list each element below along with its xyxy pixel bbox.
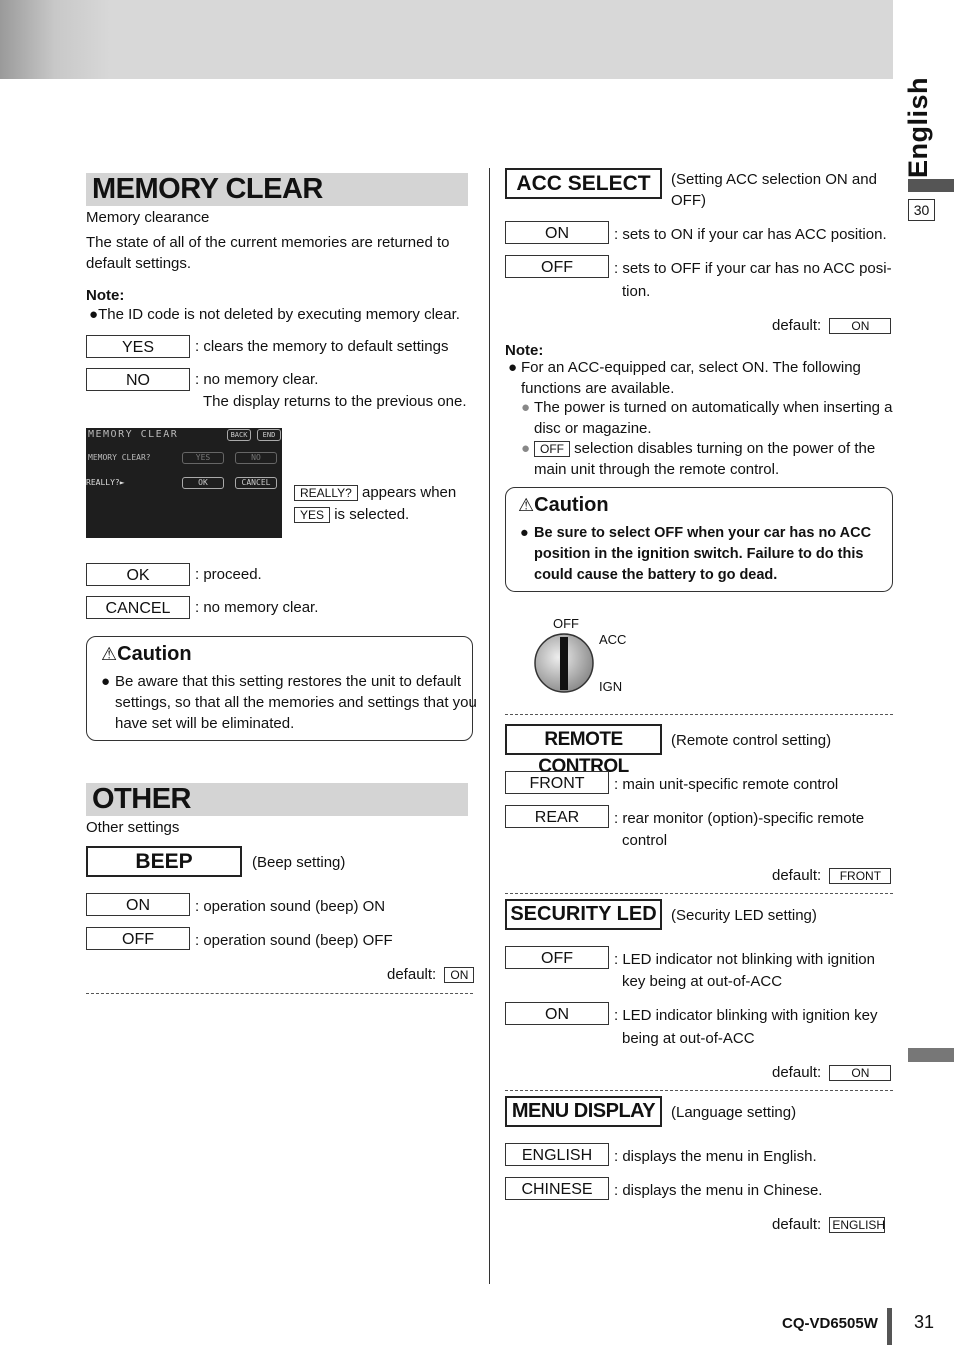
remote-control-label: REMOTE CONTROL bbox=[505, 724, 662, 755]
caution-title: Caution bbox=[534, 494, 609, 516]
memory-clear-screen bbox=[86, 428, 282, 538]
memory-clear-heading: MEMORY CLEAR bbox=[86, 173, 468, 206]
yes-description: : clears the memory to default settings bbox=[195, 338, 449, 355]
reference-page-number: 30 bbox=[908, 199, 935, 221]
yes-tag: YES bbox=[294, 507, 330, 523]
acc-note-subitem-1 bbox=[521, 397, 899, 439]
english-description: : displays the menu in English. bbox=[614, 1148, 817, 1165]
acc-off-description-2: tion. bbox=[622, 283, 651, 300]
language-tab-bar bbox=[908, 179, 954, 192]
menu-display-description: (Language setting) bbox=[671, 1104, 797, 1121]
security-led-description: (Security LED setting) bbox=[671, 907, 817, 924]
screen-question: MEMORY CLEAR? bbox=[88, 453, 151, 462]
off-tag: OFF bbox=[534, 441, 570, 457]
memory-clear-caution-box bbox=[86, 636, 477, 741]
chinese-option: CHINESE bbox=[505, 1177, 609, 1200]
divider bbox=[505, 893, 893, 894]
acc-select-label: ACC SELECT bbox=[505, 168, 662, 199]
screen-really: REALLY?► bbox=[86, 478, 125, 487]
cancel-option: CANCEL bbox=[86, 596, 190, 619]
side-marker bbox=[908, 1048, 954, 1062]
default-label: default: bbox=[772, 317, 822, 334]
ok-description: : proceed. bbox=[195, 566, 262, 583]
acc-note-subitem-2 bbox=[521, 438, 899, 480]
beep-off-option: OFF bbox=[86, 927, 190, 950]
note-label: Note: bbox=[86, 287, 125, 304]
led-on-description-2: being at out-of-ACC bbox=[622, 1030, 755, 1047]
yes-option: YES bbox=[86, 335, 190, 358]
beep-default bbox=[387, 964, 474, 985]
warning-icon: ⚠ bbox=[101, 644, 118, 664]
cancel-description: : no memory clear. bbox=[195, 599, 319, 616]
note-item bbox=[89, 304, 460, 325]
screen-back-button: BACK bbox=[227, 429, 251, 441]
led-on-description: : LED indicator blinking with ignition key bbox=[614, 1007, 878, 1024]
led-on-option: ON bbox=[505, 1002, 609, 1025]
page-number: 31 bbox=[914, 1312, 935, 1332]
acc-note-sub1-text: The power is turned on automatically when inserting a disc or magazine. bbox=[534, 399, 893, 437]
divider bbox=[505, 714, 893, 715]
english-option: ENGLISH bbox=[505, 1143, 609, 1166]
beep-setting-description: (Beep setting) bbox=[252, 854, 346, 871]
acc-note-item bbox=[508, 357, 891, 399]
default-value: ON bbox=[829, 1065, 891, 1081]
ok-option: OK bbox=[86, 563, 190, 586]
footer-bar bbox=[887, 1308, 892, 1345]
beep-on-option: ON bbox=[86, 893, 190, 916]
front-description: : main unit-specific remote control bbox=[614, 776, 839, 793]
acc-off-option: OFF bbox=[505, 255, 609, 278]
led-off-description-2: key being at out-of-ACC bbox=[622, 973, 783, 990]
acc-note-text: For an ACC-equipped car, select ON. The following functions are available. bbox=[521, 359, 861, 397]
caution-title: Caution bbox=[117, 643, 192, 665]
caution-heading bbox=[101, 643, 192, 666]
led-default bbox=[772, 1062, 891, 1083]
note-text: The ID code is not deleted by executing memory clear. bbox=[98, 306, 460, 323]
really-caption-text: appears when bbox=[361, 484, 457, 501]
default-value: ENGLISH bbox=[829, 1217, 885, 1233]
menu-display-label: MENU DISPLAY bbox=[505, 1096, 662, 1127]
acc-on-description: : sets to ON if your car has ACC position. bbox=[614, 226, 887, 243]
other-subtitle: Other settings bbox=[86, 819, 180, 836]
acc-note-sub2-text: selection disables turning on the power of the main unit through the remote control. bbox=[534, 440, 876, 478]
rear-option: REAR bbox=[505, 805, 609, 828]
rear-description-2: control bbox=[622, 832, 668, 849]
key-ign-label: IGN bbox=[599, 679, 623, 694]
acc-caution-box bbox=[505, 487, 893, 592]
default-value: ON bbox=[444, 967, 474, 983]
really-tag: REALLY? bbox=[294, 485, 358, 501]
bullet-icon: ● bbox=[101, 673, 111, 690]
chinese-description: : displays the menu in Chinese. bbox=[614, 1182, 823, 1199]
screen-end-button: END bbox=[257, 429, 281, 441]
memory-clear-subtitle: Memory clearance bbox=[86, 209, 210, 226]
bullet-icon: ● bbox=[521, 440, 531, 457]
default-label: default: bbox=[387, 966, 437, 983]
default-value: FRONT bbox=[829, 868, 891, 884]
led-off-description: : LED indicator not blinking with ignition bbox=[614, 951, 875, 968]
warning-icon: ⚠ bbox=[518, 495, 535, 515]
acc-on-option: ON bbox=[505, 221, 609, 244]
caution-heading bbox=[518, 494, 609, 517]
column-divider bbox=[489, 168, 490, 1284]
model-number: CQ-VD6505W bbox=[782, 1315, 878, 1332]
screen-ok-button: OK bbox=[182, 477, 224, 489]
beep-on-description: : operation sound (beep) ON bbox=[195, 898, 386, 915]
divider bbox=[505, 1090, 893, 1091]
caution-text: Be sure to select OFF when your car has no ACC position in the ignition switch. Failure to do this could cause the battery to go dead. bbox=[534, 525, 872, 583]
bullet-icon: ● bbox=[520, 525, 529, 541]
key-acc-label: ACC bbox=[599, 632, 627, 647]
bullet-icon: ● bbox=[89, 306, 99, 323]
ignition-key-diagram bbox=[505, 610, 645, 700]
default-label: default: bbox=[772, 1064, 822, 1081]
rear-description: : rear monitor (option)-specific remote bbox=[614, 810, 865, 827]
divider bbox=[86, 993, 473, 994]
bullet-icon: ● bbox=[521, 399, 531, 416]
beep-off-description: : operation sound (beep) OFF bbox=[195, 932, 393, 949]
acc-select-description: (Setting ACC selection ON and OFF) bbox=[671, 171, 877, 209]
acc-default bbox=[772, 315, 891, 336]
remote-default bbox=[772, 865, 891, 886]
header-band bbox=[0, 0, 893, 79]
screen-title: MEMORY CLEAR bbox=[88, 429, 179, 440]
other-heading: OTHER bbox=[86, 783, 468, 816]
menu-default bbox=[772, 1214, 885, 1235]
screen-no-button: NO bbox=[235, 452, 277, 464]
default-label: default: bbox=[772, 1216, 822, 1233]
key-off-label: OFF bbox=[553, 616, 579, 631]
default-value: ON bbox=[829, 318, 891, 334]
bullet-icon: ● bbox=[508, 359, 518, 376]
no-description-2: The display returns to the previous one. bbox=[203, 393, 467, 410]
no-option: NO bbox=[86, 368, 190, 391]
screen-yes-button: YES bbox=[182, 452, 224, 464]
led-off-option: OFF bbox=[505, 946, 609, 969]
yes-caption bbox=[294, 504, 409, 525]
memory-clear-description: The state of all of the current memories are returned to default settings. bbox=[86, 234, 450, 272]
no-description: : no memory clear. bbox=[195, 371, 319, 388]
acc-note-label: Note: bbox=[505, 342, 544, 359]
front-option: FRONT bbox=[505, 771, 609, 794]
default-label: default: bbox=[772, 867, 822, 884]
security-led-label: SECURITY LED bbox=[505, 899, 662, 930]
screen-cancel-button: CANCEL bbox=[235, 477, 277, 489]
caution-item bbox=[520, 523, 896, 586]
really-caption bbox=[294, 482, 456, 503]
yes-caption-text: is selected. bbox=[334, 506, 410, 523]
caution-text: Be aware that this setting restores the unit to default settings, so that all the memories and settings that you have set will be eliminated. bbox=[115, 673, 477, 732]
language-tab: English bbox=[903, 76, 933, 178]
caution-item bbox=[101, 671, 483, 734]
remote-control-description: (Remote control setting) bbox=[671, 732, 832, 749]
beep-setting-label: BEEP bbox=[86, 846, 242, 877]
acc-off-description: : sets to OFF if your car has no ACC posi- bbox=[614, 260, 892, 277]
